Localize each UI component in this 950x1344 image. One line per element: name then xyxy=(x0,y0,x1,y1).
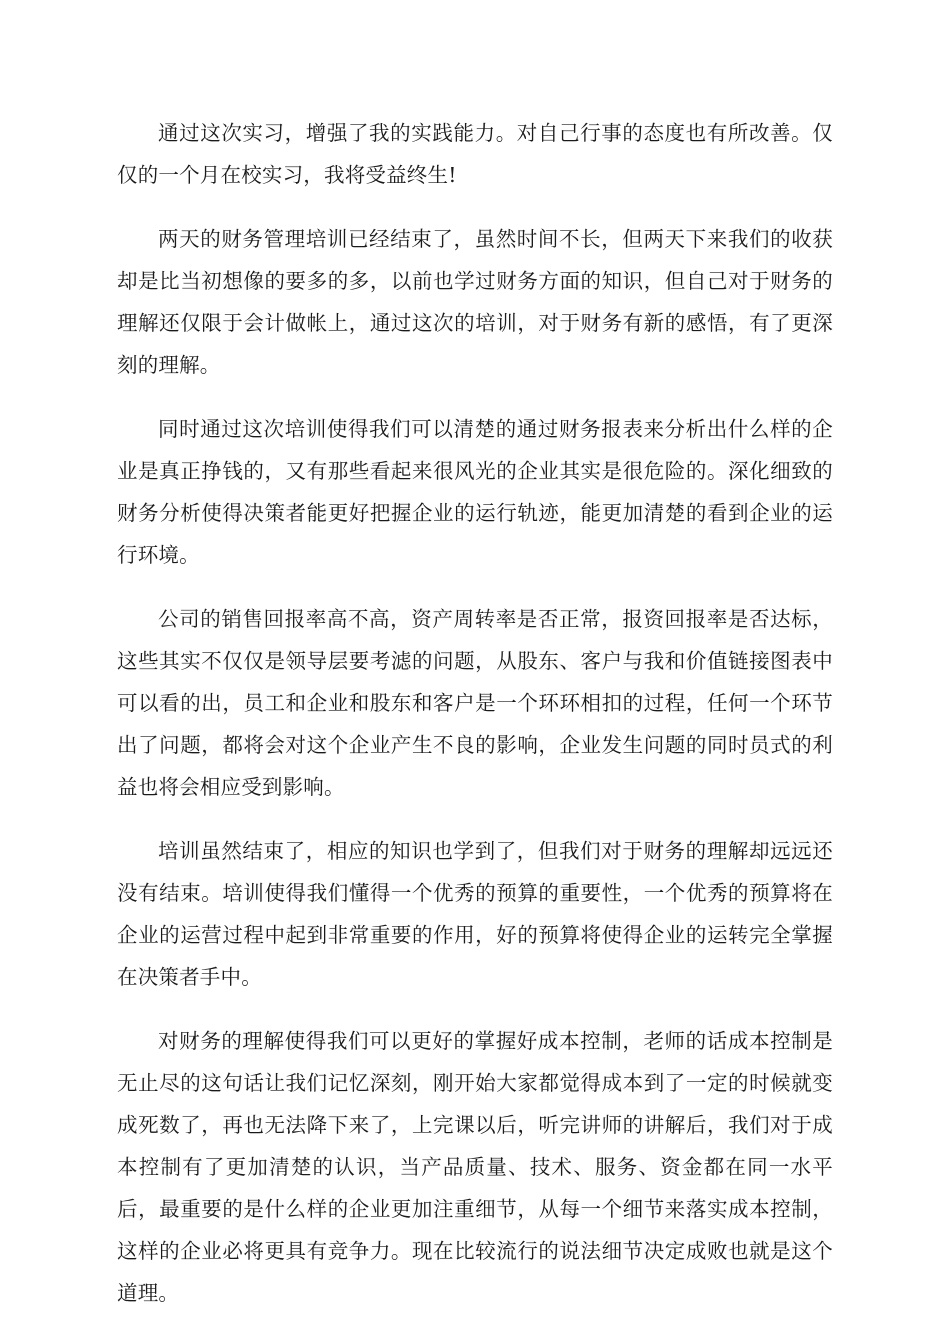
paragraph-6: 对财务的理解使得我们可以更好的掌握好成本控制，老师的话成本控制是无止尽的这句话让我们记忆深刻，刚开始大家都觉得成本到了一定的时候就变成死数了，再也无法降下来了，上完课以后，听完讲师的讲解后，我们对于成本控制有了更加清楚的认识，当产品质量、技术、服务、资金都在同一水平后，最重要的是什么样的企业更加注重细节，从每一个细节来落实成本控制，这样的企业必将更具有竞争力。现在比较流行的说法细节决定成败也就是这个道理。 xyxy=(117,1029,833,1305)
paragraph-1: 通过这次实习，增强了我的实践能力。对自己行事的态度也有所改善。仅仅的一个月在校实习，我将受益终生! xyxy=(117,121,833,187)
paragraph-3: 同时通过这次培训使得我们可以清楚的通过财务报表来分析出什么样的企业是真正挣钱的，又有那些看起来很风光的企业其实是很危险的。深化细致的财务分析使得决策者能更好把握企业的运行轨迹，能更加清楚的看到企业的运行环境。 xyxy=(117,417,833,567)
paragraph-4: 公司的销售回报率高不高，资产周转率是否正常，报资回报率是否达标，这些其实不仅仅是领导层要考滤的问题，从股东、客户与我和价值链接图表中可以看的出，员工和企业和股东和客户是一个环环相扣的过程，任何一个环节出了问题，都将会对这个企业产生不良的影响，企业发生问题的同时员式的利益也将会相应受到影响。 xyxy=(117,607,833,799)
paragraph-5: 培训虽然结束了，相应的知识也学到了，但我们对于财务的理解却远远还没有结束。培训使得我们懂得一个优秀的预算的重要性，一个优秀的预算将在企业的运营过程中起到非常重要的作用，好的预算将使得企业的运转完全掌握在决策者手中。 xyxy=(117,839,833,989)
paragraph-2: 两天的财务管理培训已经结束了，虽然时间不长，但两天下来我们的收获却是比当初想像的要多的多，以前也学过财务方面的知识，但自己对于财务的理解还仅限于会计做帐上，通过这次的培训，对于财务有新的感悟，有了更深刻的理解。 xyxy=(117,227,833,377)
document-body xyxy=(117,112,833,1336)
